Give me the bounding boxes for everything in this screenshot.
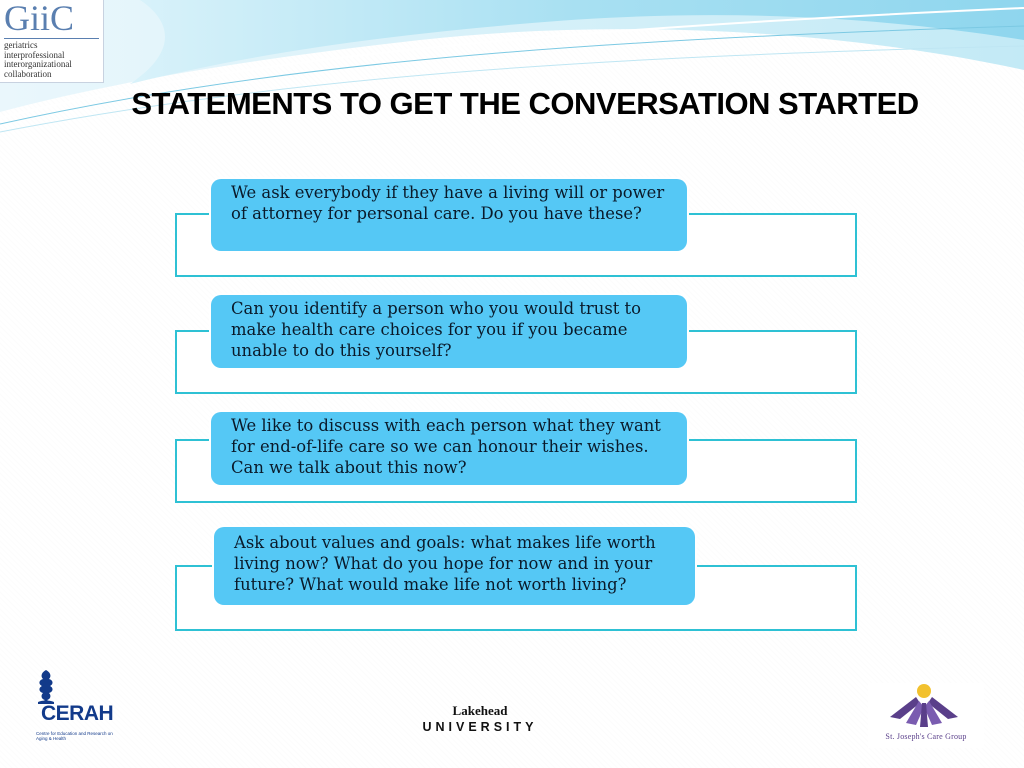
cerah-logo-subtitle: Centre for Education and Research on Aging & Health xyxy=(36,731,113,741)
statement-box: Ask about values and goals: what makes life worth living now? What do you hope for now and in your future? What would make life not worth living? xyxy=(214,527,695,605)
statement-box: Can you identify a person who you would trust to make health care choices for you if you became unable to do this yourself? xyxy=(211,295,687,368)
statement-box: We like to discuss with each person what they want for end-of-life care so we can honour their wishes. Can we talk about this now? xyxy=(211,412,687,485)
giic-logo-lines xyxy=(4,41,72,79)
lakehead-university-logo xyxy=(400,703,560,734)
cerah-logo-name: CERAH xyxy=(41,702,114,725)
giic-logo xyxy=(0,0,104,83)
giic-line: geriatrics xyxy=(4,40,38,50)
st-josephs-care-group-logo xyxy=(868,683,984,748)
st-josephs-emblem-icon xyxy=(886,683,962,729)
giic-line: collaboration xyxy=(4,68,52,79)
lakehead-wordmark-bottom: UNIVERSITY xyxy=(422,720,538,734)
giic-line: interprofessional xyxy=(4,49,65,60)
giic-line: interorganizational xyxy=(4,59,72,69)
lakehead-wordmark-top: Lakehead xyxy=(452,703,508,718)
slide-title: STATEMENTS TO GET THE CONVERSATION STARTED xyxy=(131,86,919,121)
st-josephs-logo-name: St. Joseph's Care Group xyxy=(885,732,967,741)
giic-logo-rule xyxy=(4,38,99,39)
giic-logo-mark: GiiC xyxy=(4,0,75,38)
statement-box: We ask everybody if they have a living will or power of attorney for personal care. Do you have these? xyxy=(211,179,687,251)
